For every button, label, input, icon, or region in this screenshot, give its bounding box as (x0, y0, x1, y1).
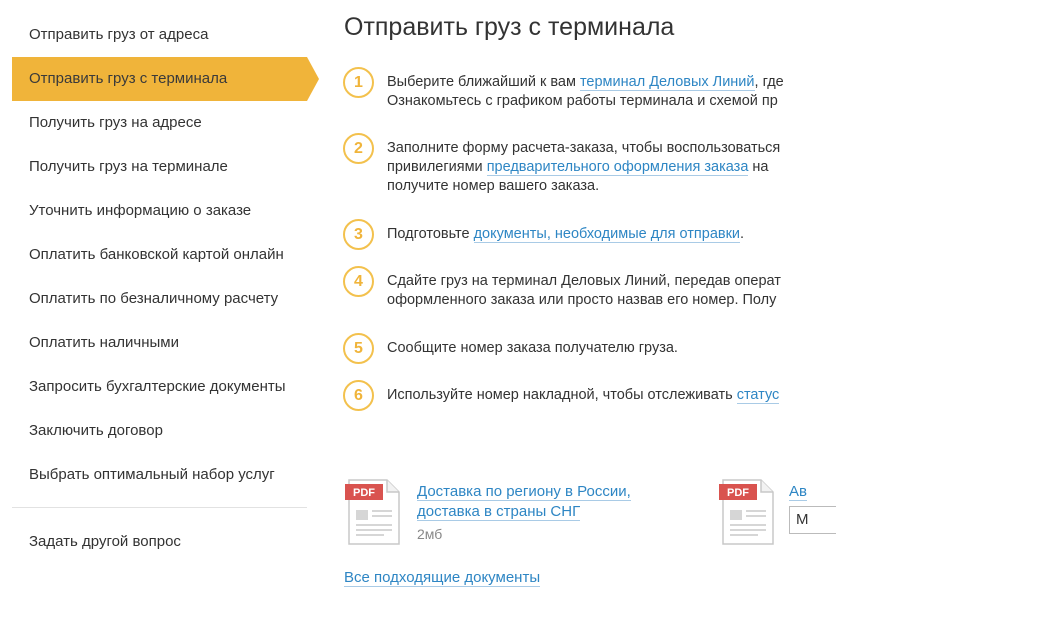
step-number: 2 (343, 133, 374, 164)
document-link-line[interactable]: доставка в страны СНГ (417, 503, 581, 520)
sidebar-divider (12, 507, 307, 508)
main-content (343, 0, 807, 625)
tracking-status-link[interactable]: статус (736, 387, 780, 403)
step-text-part: , где (754, 74, 784, 90)
step-text-part: Используйте номер накладной, чтобы отслеживать (387, 387, 737, 403)
step-number: 4 (343, 266, 374, 297)
step-number: 3 (343, 219, 374, 250)
sidebar-item-receive-at-terminal[interactable]: Получить груз на терминале (29, 158, 228, 175)
sidebar-item-ask-question[interactable]: Задать другой вопрос (29, 533, 181, 550)
step-text-part: . (740, 226, 745, 242)
sidebar-item-pay-card[interactable]: Оплатить банковской картой онлайн (29, 246, 284, 263)
sidebar-item-send-from-terminal[interactable]: Отправить груз с терминала (12, 57, 307, 101)
step-text-part: получите номер вашего заказа. (387, 178, 600, 194)
step-number: 5 (343, 333, 374, 364)
step-text (387, 225, 744, 244)
step-text (387, 386, 779, 405)
document-field[interactable]: М (789, 506, 836, 534)
pdf-badge: PDF (727, 487, 749, 499)
sidebar-item-order-info[interactable]: Уточнить информацию о заказе (29, 202, 252, 219)
document-link[interactable] (789, 482, 807, 502)
step-text-part: Заполните форму расчета-заказа, чтобы воспользоваться (387, 140, 781, 156)
step-text-part: на (748, 159, 769, 175)
pdf-file-icon[interactable] (345, 478, 401, 546)
all-documents-link[interactable]: Все подходящие документы (344, 569, 541, 586)
sidebar-item-services[interactable]: Выбрать оптимальный набор услуг (29, 466, 275, 483)
pdf-file-icon[interactable] (719, 478, 775, 546)
document-link-line[interactable]: Доставка по региону в России, (417, 483, 631, 500)
step-text-part: Сообщите номер заказа получателю груза. (387, 340, 678, 356)
sidebar-item-send-from-address[interactable]: Отправить груз от адреса (29, 26, 209, 43)
sidebar-item-contract[interactable]: Заключить договор (29, 422, 163, 439)
step-number: 6 (343, 380, 374, 411)
shipping-docs-link[interactable]: документы, необходимые для отправки (473, 226, 741, 242)
pre-order-link[interactable]: предварительного оформления заказа (486, 159, 749, 175)
sidebar-item-pay-cash[interactable]: Оплатить наличными (29, 334, 179, 351)
document-card (345, 478, 645, 558)
step-text-part: привилегиями (387, 159, 487, 175)
step-text (387, 139, 780, 196)
sidebar-item-accounting-docs[interactable]: Запросить бухгалтерские документы (29, 378, 286, 395)
step-text-part: Сдайте груз на терминал Деловых Линий, передав операт (387, 273, 781, 289)
document-link[interactable] (417, 482, 631, 522)
sidebar-nav (12, 13, 307, 564)
terminal-link[interactable]: терминал Деловых Линий (579, 74, 755, 90)
sidebar-item-receive-at-address[interactable]: Получить груз на адресе (29, 114, 202, 131)
sidebar-item-pay-cashless[interactable]: Оплатить по безналичному расчету (29, 290, 279, 307)
document-card (719, 478, 839, 558)
document-size: 2мб (417, 526, 443, 542)
page-title: Отправить груз с терминала (344, 13, 675, 41)
step-text-part: Выберите ближайший к вам (387, 74, 580, 90)
step-text (387, 339, 678, 358)
step-text (387, 73, 784, 111)
step-text-part: Ознакомьтесь с графиком работы терминала и схемой пр (387, 93, 778, 109)
document-link-line[interactable]: Ав (789, 483, 807, 500)
step-number: 1 (343, 67, 374, 98)
step-text-part: Подготовьте (387, 226, 474, 242)
step-text (387, 272, 781, 310)
pdf-badge: PDF (353, 487, 375, 499)
step-text-part: оформленного заказа или просто назвав его номер. Полу (387, 292, 777, 308)
